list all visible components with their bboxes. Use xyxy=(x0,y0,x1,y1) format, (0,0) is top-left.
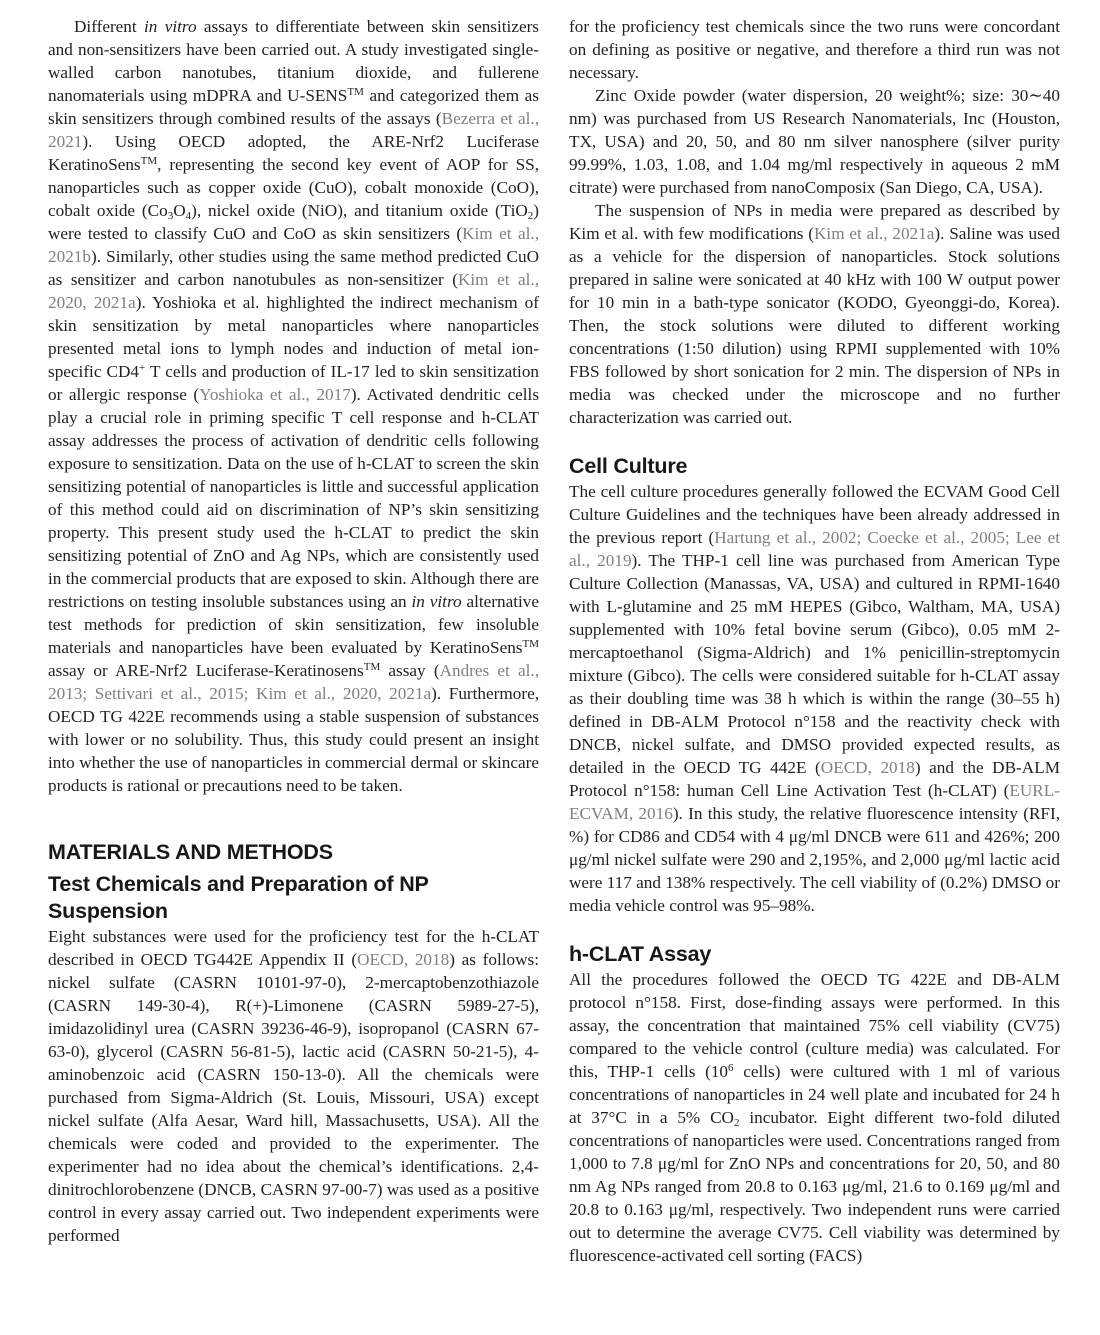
intro-paragraph: Different in vitro assays to differentiate between skin sensitizers and non-sensitizers have been carried out. A study investigated single-walled carbon nanotubes, titanium dioxide, and fullerene nanomaterials using mDPRA and U-SENS™ and categorized them as skin sensitizers through combined results of the assays (Bezerra et al., 2021). Using OECD adopted, the ARE-Nrf2 Luciferase KeratinoSens™, representing the second key event of AOP for SS, nanoparticles such as copper oxide (CuO), cobalt monoxide (CoO), cobalt oxide $(Co_3O_4)$, nickel oxide (NiO), and titanium oxide (TiO$_2$) were tested to classify CuO and CoO as skin sensitizers (Kim et al., 2021b). Similarly, other studies using the same method predicted CuO as sensitizer and carbon nanotubules as non-sensitizer (Kim et al., 2020, 2021a). Yoshioka et al. highlighted the indirect mechanism of skin sensitization by metal nanoparticles where nanoparticles presented metal ions to lymph nodes and induction of metal ion-specific CD4+ T cells and production of IL-17 led to skin sensitization or allergic response (Yoshioka et al., 2017). Activated dendritic cells play a crucial role in priming specific T cell response and h-CLAT assay addresses the process of activation of dendritic cells following exposure to sensitization. Data on the use of h-CLAT to screen the skin sensitizing potential of nanoparticles is little and successful application of this method could aid on discrimination of NP’s skin sensitizing property. This present study used the h-CLAT to predict the skin sensitizing potential of ZnO and Ag NPs, which are consistently used in the commercial products that are exposed to skin. Although there are restrictions on testing insoluble substances using an in vitro alternative test methods for prediction of skin sensitization, few insoluble materials and nanoparticles have been evaluated by KeratinoSens™ assay or ARE-Nrf2 Luciferase-Keratinosens™ assay (Andres et al., 2013; Settivari et al., 2015; Kim et al., 2020, 2021a). Furthermore, OECD TG 422E recommends using a stable suspension of substances with lower or no solubility. Thus, this study could present an insight into whether the use of nanoparticles in commercial dermal or skincare products is rational or precautions need to be taken. xyxy=(48,17,540,795)
subsection-heading-hclat-assay: h-CLAT Assay xyxy=(569,942,712,966)
citation-link[interactable]: OECD, 2018 xyxy=(820,758,915,777)
citation-link[interactable]: EURL-ECVAM, 2016 xyxy=(569,781,1060,823)
citation-link[interactable]: OECD, 2018 xyxy=(357,950,450,969)
right-column xyxy=(569,15,1060,1267)
spacer xyxy=(569,917,1060,941)
left-column xyxy=(48,15,539,1247)
cell-culture-paragraph: The cell culture procedures generally followed the ECVAM Good Cell Culture Guidelines and the techniques have been already addressed in the previous report (Hartung et al., 2002; Coecke et al., 2005; Lee et al., 2019). The THP-1 cell line was purchased from American Type Culture Collection (Manassas, VA, USA) and cultured in RPMI-1640 with L-glutamine and 25 mM HEPES (Gibco, Waltham, MA, USA) supplemented with 10% fetal bovine serum (Gibco), 0.05 mM 2-mercaptoethanol (Sigma-Aldrich) and 1% penicillin-streptomycin mixture (Gibco). The cells were considered suitable for h-CLAT assay as their doubling time was 38 h which is within the range (30–55 h) defined in DB-ALM Protocol n°158 and the reactivity check with DNCB, nickel sulfate, and DMSO provided expected results, as detailed in the OECD TG 442E (OECD, 2018) and the DB-ALM Protocol n°158: human Cell Line Activation Test (h-CLAT) (EURL-ECVAM, 2016). In this study, the relative fluorescence intensity (RFI, %) for CD86 and CD54 with 4 μg/ml DNCB were 611 and 426%; 200 μg/ml nickel sulfate were 290 and 2,195%, and 2,000 μg/ml lactic acid were 117 and 138% respectively. The cell viability of (0.2%) DMSO or media vehicle control was 95–98%. xyxy=(569,482,1061,915)
subsection-heading-test-chemicals: Test Chemicals and Preparation of NP Suspension xyxy=(48,872,429,923)
spacer xyxy=(48,797,539,839)
hclat-paragraph: All the procedures followed the OECD TG 422E and DB-ALM protocol n°158. First, dose-finding assays were performed. In this assay, the concentration that maintained 75% cell viability (CV75) compared to the vehicle control (culture media) was calculated. For this, THP-1 cells ($10^6$ cells) were cultured with 1 ml of various concentrations of nanoparticles in 24 well plate and incubated for 24 h at 37°C in a 5% $CO_2$ incubator. Eight different two-fold diluted concentrations of nanoparticles were used. Concentrations ranged from 1,000 to 7.8 μg/ml for ZnO NPs and concentrations for 20, 50, and 80 nm Ag NPs ranged from 20.8 to 0.163 μg/ml, 21.6 to 0.169 μg/ml and 20.8 to 0.163 μg/ml, respectively. Two independent runs were carried out to determine the average CV75. Cell viability was determined by fluorescence-activated cell sorting (FACS) xyxy=(569,970,1061,1265)
citation-link[interactable]: Kim et al., 2020, 2021a xyxy=(48,270,539,312)
subsection-heading-cell-culture: Cell Culture xyxy=(569,454,688,478)
zinc-oxide-paragraph: Zinc Oxide powder (water dispersion, 20 weight%; size: 30∼40 nm) was purchased from US Research Nanomaterials, Inc (Houston, TX, USA) and 20, 50, and 80 nm silver nanosphere (silver purity 99.99%, 1.03, 1.08, and 1.04 mg/ml respectively in aqueous 2 mM citrate) were purchased from nanoComposix (San Diego, CA, USA). xyxy=(569,86,1060,197)
citation-link[interactable]: Yoshioka et al., 2017 xyxy=(199,385,351,404)
citation-link[interactable]: Kim et al., 2021a xyxy=(814,224,935,243)
suspension-paragraph: The suspension of NPs in media were prepared as described by Kim et al. with few modifications (Kim et al., 2021a). Saline was used as a vehicle for the dispersion of nanoparticles. Stock solutions prepared in saline were sonicated at 40 kHz with 100 W output power for 10 min in a bath-type sonicator (KODO, Gyeonggi-do, Korea). Then, the stock solutions were diluted to different working concentrations (1:50 dilution) using RPMI supplemented with 10% FBS followed by short sonication for 2 min. The dispersion of NPs in media was checked under the microscope and no further characterization was carried out. xyxy=(569,201,1060,427)
continuation-paragraph: for the proficiency test chemicals since the two runs were concordant on defining as positive or negative, and therefore a third run was not necessary. xyxy=(569,17,1060,82)
citation-link[interactable]: Andres et al., 2013; Settivari et al., 2015; Kim et al., 2020, 2021a xyxy=(48,661,540,703)
citation-link[interactable]: Bezerra et al., 2021 xyxy=(48,109,540,151)
citation-link[interactable]: Hartung et al., 2002; Coecke et al., 2005; Lee et al., 2019 xyxy=(569,528,1061,570)
citation-link[interactable]: Kim et al., 2021b xyxy=(48,224,539,266)
spacer xyxy=(569,429,1060,453)
section-heading-materials-methods: MATERIALS AND METHODS xyxy=(48,840,333,864)
test-chemicals-paragraph: Eight substances were used for the proficiency test for the h-CLAT described in OECD TG442E Appendix II (OECD, 2018) as follows: nickel sulfate (CASRN 10101-97-0), 2-mercaptobenzothiazole (CASRN 149-30-4), R(+)-Limonene (CASRN 5989-27-5), imidazolidinyl urea (CASRN 39236-46-9), isopropanol (CASRN 67-63-0), glycerol (CASRN 56-81-5), lactic acid (CASRN 50-21-5), 4-aminobenzoic acid (CASRN 150-13-0). All the chemicals were purchased from Sigma-Aldrich (St. Louis, Missouri, USA) except nickel sulfate (Alfa Aesar, Ward hill, Massachusetts, USA). All the chemicals were coded and provided to the experimenter. The experimenter had no idea about the chemical’s identifications. 2,4-dinitrochlorobenzene (DNCB, CASRN 97-00-7) was used as a positive control in every assay carried out. Two independent experiments were performed xyxy=(48,927,539,1245)
